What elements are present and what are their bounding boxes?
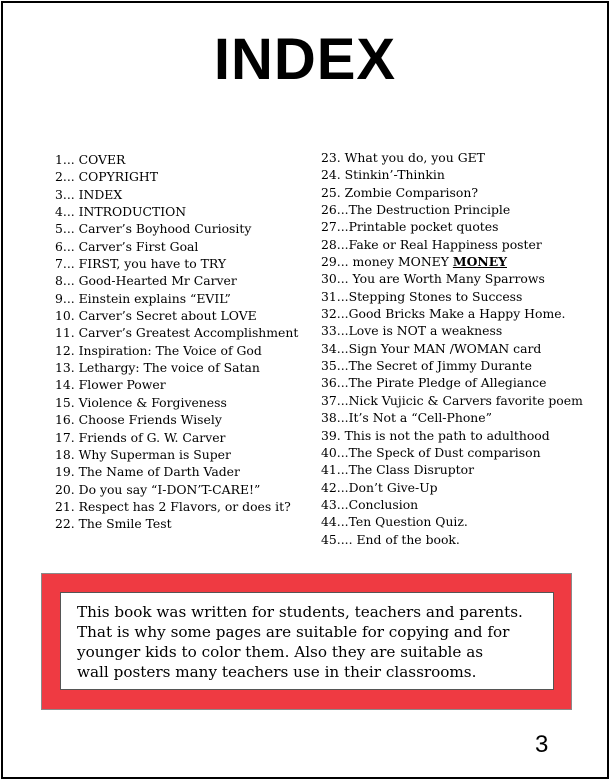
index-entry: 42...Don’t Give-Up	[321, 479, 438, 495]
index-entry: 22. The Smile Test	[55, 516, 172, 532]
index-entry: 41...The Class Disruptor	[321, 462, 475, 478]
index-entry: 34...Sign Your MAN /WOMAN card	[321, 340, 542, 356]
index-entry: 35...The Secret of Jimmy Durante	[321, 358, 532, 374]
page-number: 3	[535, 731, 549, 758]
page-title: INDEX	[213, 27, 397, 92]
index-entry: 19. The Name of Darth Vader	[55, 464, 240, 480]
index-entry-text: 29... money MONEY	[321, 254, 449, 270]
index-entry: 2... COPYRIGHT	[55, 169, 158, 185]
index-entry: 39. This is not the path to adulthood	[321, 427, 550, 443]
index-entry: 4... INTRODUCTION	[55, 204, 187, 220]
index-entry: 7... FIRST, you have to TRY	[55, 256, 227, 272]
index-entry: 9... Einstein explains “EVIL”	[55, 290, 231, 306]
index-entry: 20. Do you say “I-DON’T-CARE!”	[55, 481, 261, 497]
index-entry: 17. Friends of G. W. Carver	[55, 429, 226, 445]
index-entry: 36...The Pirate Pledge of Allegiance	[321, 375, 547, 391]
index-list-right	[321, 149, 583, 548]
index-entry: 37...Nick Vujicic & Carvers favorite poem	[321, 392, 583, 408]
index-entry: 15. Violence & Forgiveness	[55, 394, 227, 410]
index-entry: 38...It’s Not a “Cell-Phone”	[321, 410, 492, 426]
money-emphasis: MONEY	[452, 254, 507, 270]
index-entry: 33...Love is NOT a weakness	[321, 323, 503, 339]
index-entry: 5... Carver’s Boyhood Curiosity	[55, 221, 252, 237]
note-line: That is why some pages are suitable for copying and for	[77, 623, 510, 641]
index-entry: 27...Printable pocket quotes	[321, 219, 499, 235]
index-entry: 45.... End of the book.	[321, 531, 460, 547]
index-entry: 40...The Speck of Dust comparison	[321, 444, 541, 460]
index-entry: 31...Stepping Stones to Success	[321, 288, 523, 304]
index-entry: 25. Zombie Comparison?	[321, 184, 478, 200]
index-entry: 18. Why Superman is Super	[55, 446, 231, 462]
note-box	[60, 592, 554, 690]
index-entry: 10. Carver’s Secret about LOVE	[55, 308, 257, 324]
index-entry: 11. Carver’s Greatest Accomplishment	[55, 325, 299, 341]
index-entry: 16. Choose Friends Wisely	[55, 412, 222, 428]
index-entry: 14. Flower Power	[55, 377, 166, 393]
index-entry: 13. Lethargy: The voice of Satan	[55, 360, 260, 376]
index-entry: 32...Good Bricks Make a Happy Home.	[321, 306, 566, 322]
index-entry: 30... You are Worth Many Sparrows	[321, 271, 545, 287]
index-entry: 26...The Destruction Principle	[321, 202, 511, 218]
index-entry: 43...Conclusion	[321, 496, 419, 512]
index-entry: 23. What you do, you GET	[321, 150, 485, 165]
index-entry: 6... Carver’s First Goal	[55, 238, 199, 254]
index-entry: 8... Good-Hearted Mr Carver	[55, 273, 237, 289]
note-line: younger kids to color them. Also they are suitable as	[77, 643, 484, 661]
index-entry: 21. Respect has 2 Flavors, or does it?	[55, 498, 291, 514]
index-entry-money	[321, 253, 583, 270]
index-entry: 24. Stinkin’-Thinkin	[321, 167, 445, 183]
index-entry: 12. Inspiration: The Voice of God	[55, 342, 262, 358]
index-entry: 44...Ten Question Quiz.	[321, 514, 468, 530]
index-list-left	[55, 151, 298, 533]
index-entry: 1... COVER	[55, 152, 126, 167]
note-line: wall posters many teachers use in their classrooms.	[77, 663, 477, 681]
page	[1, 1, 609, 779]
index-entry: 28...Fake or Real Happiness poster	[321, 236, 542, 252]
index-entry: 3... INDEX	[55, 186, 123, 202]
note-line: This book was written for students, teachers and parents.	[77, 603, 523, 621]
